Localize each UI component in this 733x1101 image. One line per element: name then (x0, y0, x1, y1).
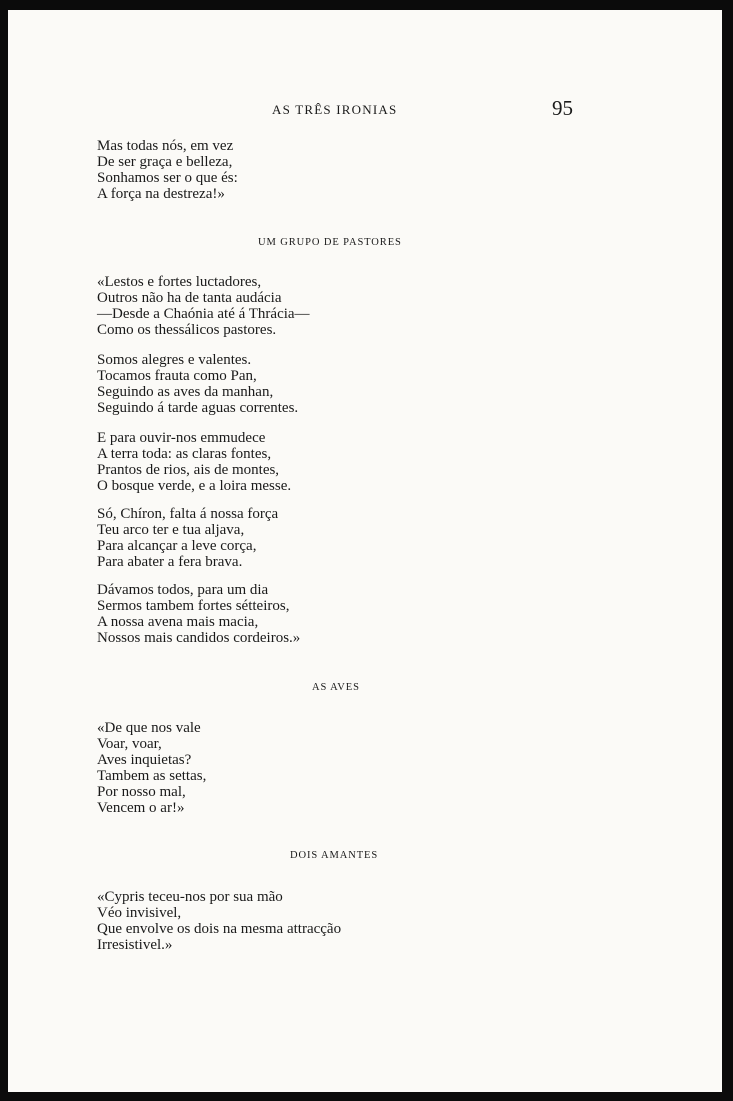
verse-line: Mas todas nós, em vez (97, 138, 234, 154)
section-title-pastores: UM GRUPO DE PASTORES (258, 237, 402, 248)
stanza-opening (97, 138, 238, 202)
verse-line: Tocamos frauta como Pan, (97, 368, 257, 384)
running-title: AS TRÊS IRONIAS (272, 102, 398, 117)
page-number: 95 (552, 96, 573, 120)
stanza-pastores-2 (97, 352, 298, 416)
verse-line: Para alcançar a leve corça, (97, 538, 257, 554)
verse-line: Irresistivel.» (97, 937, 173, 953)
verse-line: Véo invisivel, (97, 905, 182, 921)
verse-line: Seguindo á tarde aguas correntes. (97, 400, 299, 416)
stanza-amantes (97, 889, 341, 953)
verse-line: Para abater a fera brava. (97, 554, 243, 570)
verse-line: Seguindo as aves da manhan, (97, 384, 274, 400)
verse-line: Outros não ha de tanta audácia (97, 290, 282, 306)
section-title-aves: AS AVES (312, 682, 360, 693)
verse-line: Só, Chíron, falta á nossa força (97, 506, 279, 522)
stanza-pastores-1 (97, 274, 310, 338)
verse-line: Prantos de rios, ais de montes, (97, 462, 280, 478)
verse-line: A força na destreza!» (97, 186, 225, 202)
stanza-aves (97, 720, 206, 816)
verse-line: E para ouvir-nos emmudece (97, 430, 266, 446)
verse-line: Nossos mais candidos cordeiros.» (97, 630, 301, 646)
verse-line: «De que nos vale (97, 720, 201, 736)
verse-line: Teu arco ter e tua aljava, (97, 522, 245, 538)
verse-line: Aves inquietas? (97, 752, 192, 768)
stanza-pastores-3 (97, 430, 291, 494)
section-title-amantes: DOIS AMANTES (290, 850, 379, 861)
verse-line: Somos alegres e valentes. (97, 352, 252, 368)
verse-line: A terra toda: as claras fontes, (97, 446, 272, 462)
verse-line: Dávamos todos, para um dia (97, 582, 269, 598)
verse-line: Sonhamos ser o que és: (97, 170, 238, 186)
verse-line: —Desde a Chaónia até á Thrácia— (97, 306, 310, 322)
verse-line: Sermos tambem fortes sétteiros, (97, 598, 290, 614)
verse-line: Tambem as settas, (97, 768, 207, 784)
verse-line: Vencem o ar!» (97, 800, 185, 816)
verse-line: Que envolve os dois na mesma attracção (97, 921, 342, 937)
verse-line: O bosque verde, e a loira messe. (97, 478, 292, 494)
verse-line: «Lestos e fortes luctadores, (97, 274, 262, 290)
stanza-pastores-5 (97, 582, 300, 646)
verse-line: A nossa avena mais macia, (97, 614, 259, 630)
verse-line: «Cypris teceu-nos por sua mão (97, 889, 283, 905)
verse-line: Como os thessálicos pastores. (97, 322, 277, 338)
page-header (8, 96, 722, 126)
stanza-pastores-4 (97, 506, 278, 570)
verse-line: De ser graça e belleza, (97, 154, 233, 170)
book-page (8, 10, 722, 1092)
verse-line: Voar, voar, (97, 736, 162, 752)
verse-line: Por nosso mal, (97, 784, 186, 800)
